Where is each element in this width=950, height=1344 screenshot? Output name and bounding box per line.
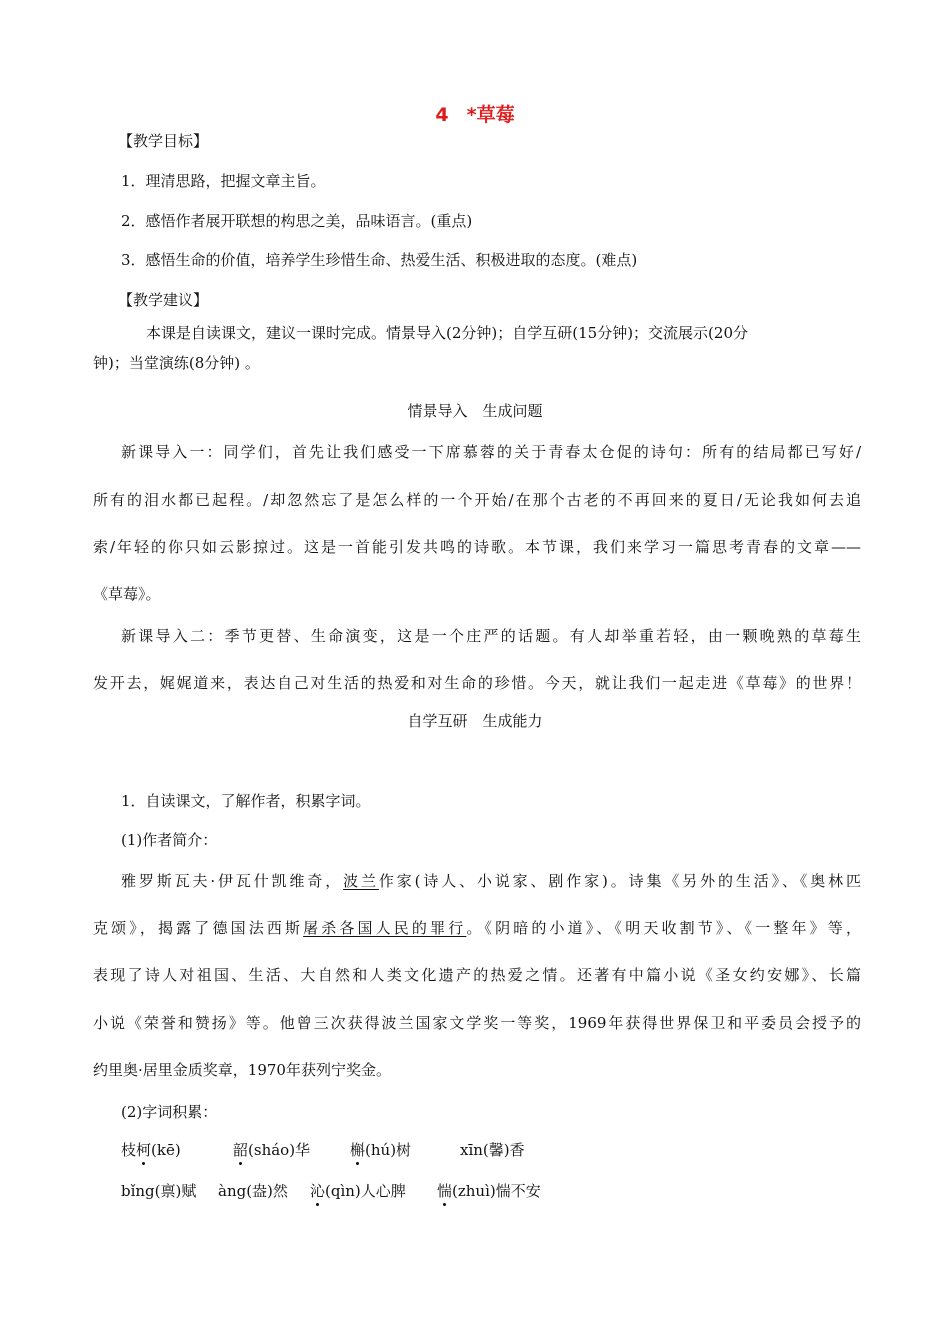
objective-item: 1．理清思路，把握文章主旨。: [121, 172, 326, 190]
objective-item: 3．感悟生命的价值，培养学生珍惜生命、热爱生活、积极进取的态度。(难点): [121, 251, 638, 269]
bio-text: 雅罗斯瓦夫·伊瓦什凯维奇，: [121, 872, 344, 890]
vocab-row: [121, 1181, 541, 1201]
intro1-line: 新课导入一：同学们，首先让我们感受一下席慕蓉的关于青春太仓促的诗句：所有的结局都已写好/: [121, 443, 861, 461]
vocab-label: (2)字词积累：: [121, 1103, 218, 1121]
bio-text: 。《阴暗的小道》、《明天收割节》、《一整年》等，: [466, 919, 861, 937]
vocab-word: 韶(sháo)华: [233, 1141, 311, 1159]
intro1-line: 《草莓》。: [93, 585, 161, 603]
intro2-line: 新课导入二：季节更替、生命演变，这是一个庄严的话题。有人却举重若轻，由一颗晚熟的草莓生: [121, 627, 861, 645]
suggestion-text: 本课是自读课文，建议一课时完成。情景导入(2分钟)；自学互研(15分钟)；交流展示(20分: [146, 324, 748, 342]
objectives-heading: 【教学目标】: [118, 132, 209, 150]
objective-item: 2．感悟作者展开联想的构思之美，品味语言。(重点): [121, 212, 473, 230]
suggestion-heading: 【教学建议】: [118, 291, 209, 309]
bio-text: 作家(诗人、小说家、剧作家)。诗集《另外的生活》、《奥林匹: [378, 872, 861, 890]
vocab-word: 惴(zhuì)惴不安: [437, 1182, 541, 1200]
bio-text: 克颂》，揭露了德国法西斯: [93, 919, 304, 937]
section-heading: 情景导入 生成问题: [407, 402, 543, 420]
intro2-line: 发开去，娓娓道来，表达自己对生活的热爱和对生命的珍惜。今天，就让我们一起走进《草莓》的世界！: [93, 674, 861, 692]
section-heading: 自学互研 生成能力: [407, 712, 543, 730]
vocab-word: 槲(hú)树: [350, 1141, 412, 1159]
vocab-word: bǐng(禀)赋: [121, 1182, 197, 1200]
bio-line: 约里奥·居里金质奖章，1970年获列宁奖金。: [93, 1061, 391, 1079]
intro1-line: 索/年轻的你只如云影掠过。这是一首能引发共鸣的诗歌。本节课，我们来学习一篇思考青春的文章——: [93, 538, 861, 556]
vocab-word: 枝柯(kē): [121, 1141, 181, 1159]
author-intro-label: (1)作者简介：: [121, 831, 218, 849]
lesson-title: [0, 100, 950, 127]
bio-underlined: 屠杀各国人民的罪行: [303, 919, 467, 937]
lesson-number: 4: [435, 104, 449, 126]
suggestion-text: 钟)；当堂演练(8分钟) 。: [93, 354, 260, 372]
bio-underlined: 波兰: [343, 872, 379, 890]
vocab-word: àng(盎)然: [218, 1182, 288, 1200]
bio-line: 小说《荣誉和赞扬》等。他曾三次获得波兰国家文学奖一等奖，1969年获得世界保卫和平委员会授予的: [93, 1014, 861, 1032]
vocab-word: 沁(qìn)人心脾: [310, 1182, 406, 1200]
bio-line: 表现了诗人对祖国、生活、大自然和人类文化遗产的热爱之情。还著有中篇小说《圣女约安娜》、长篇: [93, 966, 861, 984]
vocab-word: xīn(馨)香: [460, 1141, 525, 1159]
task-item: 1．自读课文，了解作者，积累字词。: [121, 792, 371, 810]
lesson-title-text: *草莓: [466, 104, 515, 126]
bio-line: [121, 871, 861, 891]
bio-line: [93, 918, 861, 938]
intro1-line: 所有的泪水都已起程。/却忽然忘了是怎么样的一个开始/在那个古老的不再回来的夏日/无论我如何去追: [93, 491, 861, 509]
vocab-row: [121, 1140, 525, 1160]
